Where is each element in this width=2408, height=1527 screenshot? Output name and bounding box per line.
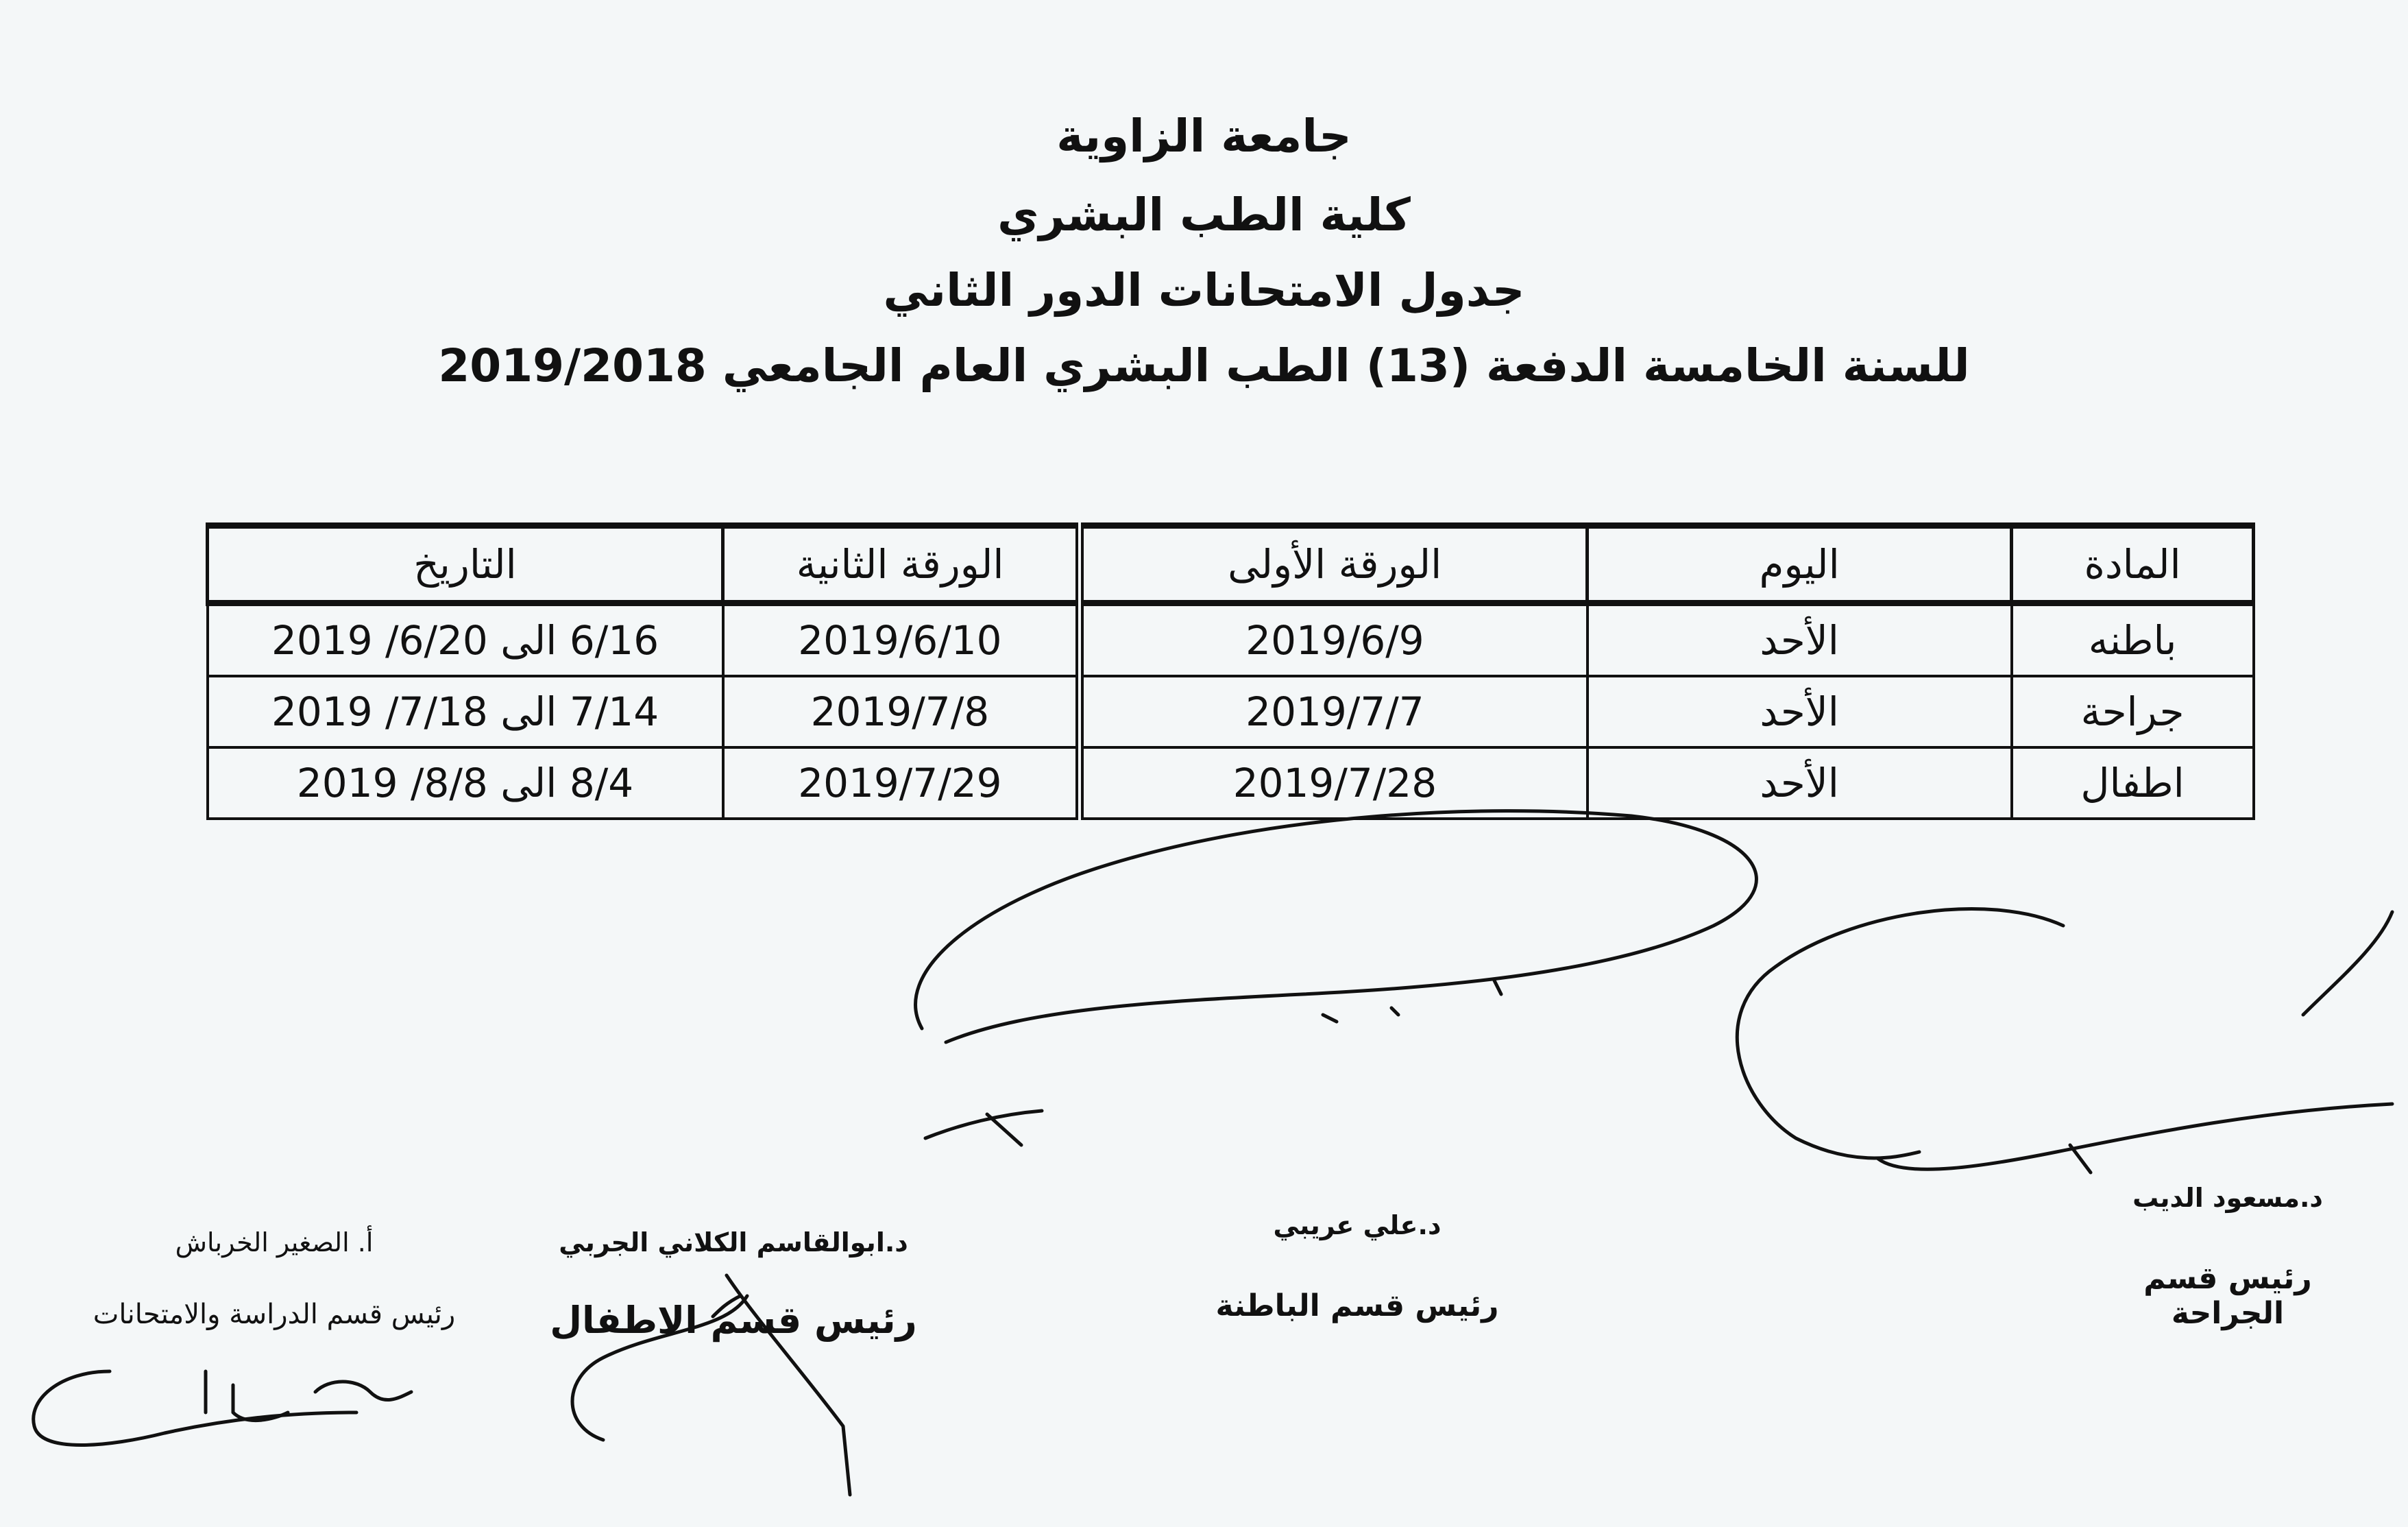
signatory-name: أ. الصغير الخرباش (175, 1227, 374, 1258)
cell-day: الأحد (1588, 676, 2012, 747)
cell-day: الأحد (1588, 603, 2012, 677)
signatory-exams (69, 1227, 480, 1330)
signatory-title: رئيس قسم الجراحة (2143, 1261, 2312, 1331)
cell-date-range: 8/4 الى 8/8/ 2019 (208, 747, 723, 819)
signatory-title: رئيس قسم الدراسة والامتحانات (93, 1299, 456, 1330)
signatory-pediatrics (535, 1227, 932, 1342)
cell-second-paper: 2019/7/29 (723, 747, 1080, 819)
column-header-subject: المادة (2012, 526, 2254, 603)
signatory-name: د.ابوالقاسم الكلاني الجربي (559, 1227, 908, 1258)
column-header-day: اليوم (1588, 526, 2012, 603)
signatory-title: رئيس قسم الباطنة (1215, 1288, 1499, 1323)
cell-date-range: 7/14 الى 7/18/ 2019 (208, 676, 723, 747)
column-header-first-paper: الورقة الأولى (1080, 526, 1587, 603)
signatory-surgery (2084, 1183, 2372, 1331)
cell-first-paper: 2019/7/28 (1080, 747, 1587, 819)
signatory-internal-medicine (1213, 1210, 1501, 1323)
schedule-subtitle: للسنة الخامسة الدفعة (13) الطب البشري العام الجامعي 2019/2018 (438, 339, 1970, 392)
cell-first-paper: 2019/7/7 (1080, 676, 1587, 747)
column-header-date: التاريخ (208, 526, 723, 603)
university-name: جامعة الزاوية (1056, 110, 1352, 163)
signatory-name: د.علي عريبي (1273, 1210, 1442, 1240)
cell-subject: اطفال (2012, 747, 2254, 819)
cell-first-paper: 2019/6/9 (1080, 603, 1587, 677)
signatory-name: د.مسعود الديب (2132, 1183, 2323, 1213)
faculty-name: كلية الطب البشري (997, 189, 1411, 241)
cell-subject: باطنه (2012, 603, 2254, 677)
cell-day: الأحد (1588, 747, 2012, 819)
cell-subject: جراحة (2012, 676, 2254, 747)
column-header-second-paper: الورقة الثانية (723, 526, 1080, 603)
cell-date-range: 6/16 الى 6/20/ 2019 (208, 603, 723, 677)
cell-second-paper: 2019/7/8 (723, 676, 1080, 747)
schedule-title: جدول الامتحانات الدور الثاني (883, 264, 1525, 317)
signatory-title: رئيس قسم الاطفال (550, 1299, 917, 1342)
cell-second-paper: 2019/6/10 (723, 603, 1080, 677)
